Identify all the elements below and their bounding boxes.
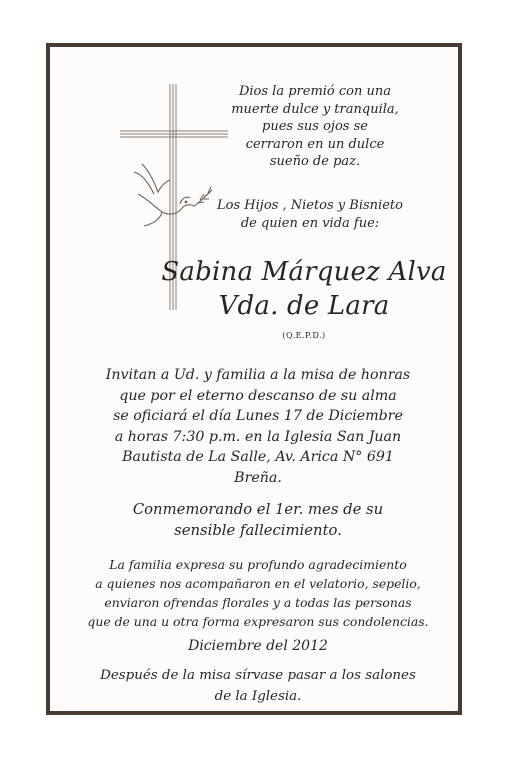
invitation-line: Bautista de La Salle, Av. Arica N° 691	[122, 449, 394, 466]
poem-line: Dios la premió con una	[238, 84, 392, 99]
closing-line: Después de la misa sírvase pasar a los salones	[100, 668, 416, 683]
date-text: Diciembre del 2012	[188, 638, 328, 654]
gratitude-line: enviaron ofrendas florales y a todas las personas	[104, 595, 412, 610]
commemoration-line: sensible fallecimiento.	[174, 521, 342, 539]
family-intro	[190, 197, 430, 233]
invitation-line: Invitan a Ud. y familia a la misa de honras	[105, 367, 411, 383]
family-intro-line: Los Hijos , Nietos y Bisnieto	[217, 198, 403, 213]
deceased-name-line1: Sabina Márquez Alva	[161, 257, 447, 287]
gratitude-line: que de una u otra forma expresaron sus condolencias.	[87, 614, 429, 629]
poem-line: muerte dulce y tranquila,	[231, 101, 399, 117]
poem-line: pues sus ojos se	[262, 119, 368, 134]
gratitude-line: a quienes nos acompañaron en el velatorio, sepelio,	[95, 576, 421, 591]
family-intro-line: de quien en vida fue:	[240, 216, 380, 231]
invitation-line: se oficiará el día Lunes 17 de Diciembre	[113, 408, 403, 425]
gratitude-line: La familia expresa su profundo agradecimiento	[109, 557, 407, 572]
deceased-name	[154, 255, 454, 323]
qepd-label: (Q.E.P.D.)	[282, 331, 326, 340]
poem-line: cerraron en un dulce	[245, 136, 385, 152]
poem-verse	[200, 83, 430, 171]
closing-text	[60, 665, 456, 707]
commemoration-text	[68, 500, 448, 541]
gratitude-text	[58, 555, 458, 631]
invitation-line: Breña.	[234, 469, 282, 486]
closing-line: de la Iglesia.	[214, 689, 302, 704]
invitation-text	[68, 365, 448, 489]
poem-line: sueño de paz.	[269, 154, 361, 169]
invitation-line: a horas 7:30 p.m. en la Iglesia San Juan	[114, 428, 402, 445]
commemoration-line: Conmemorando el 1er. mes de su	[132, 501, 384, 518]
deceased-name-line2: Vda. de Lara	[218, 291, 390, 321]
memorial-card	[46, 43, 462, 715]
invitation-line: que por el eterno descanso de su alma	[119, 387, 397, 404]
